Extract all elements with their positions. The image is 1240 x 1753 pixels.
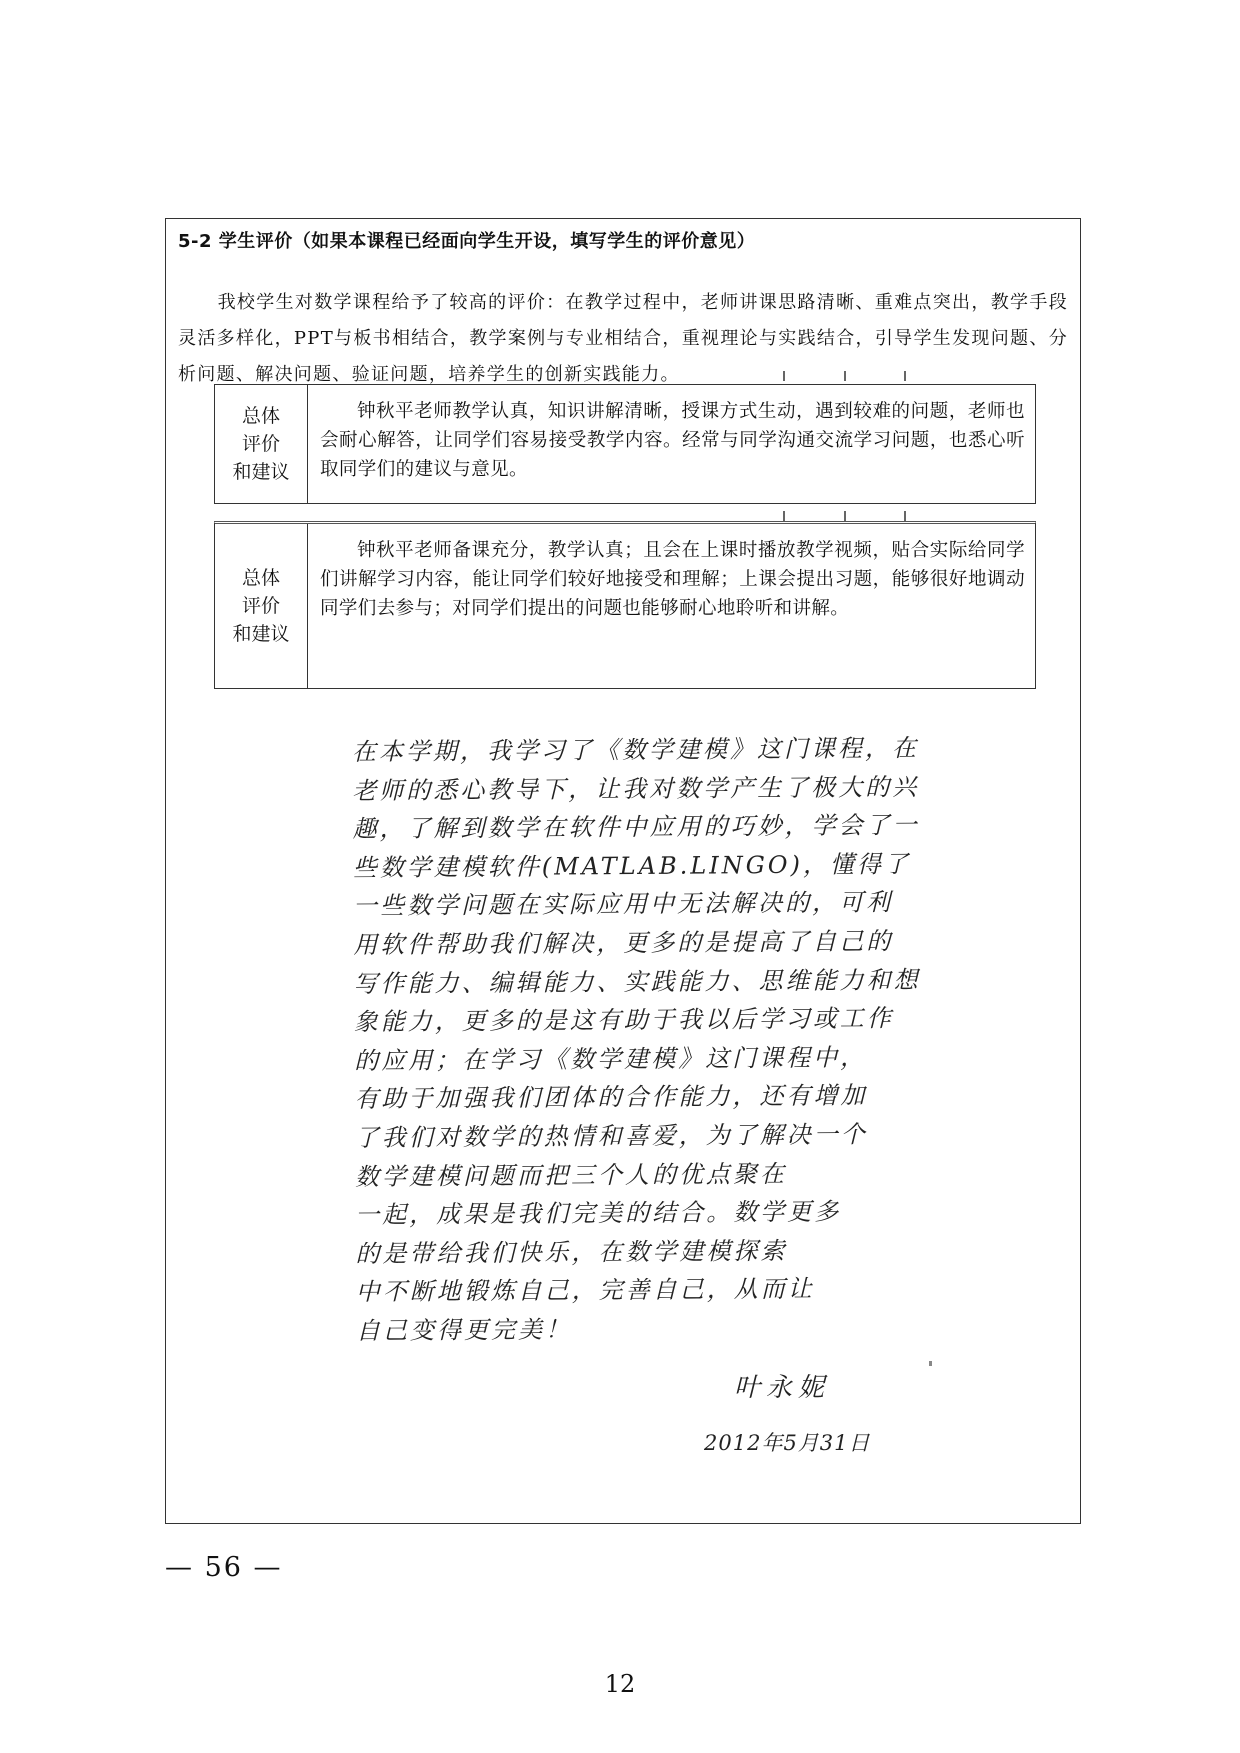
handwritten-line: 些数学建模软件(MATLAB.LINGO)，懂得了 xyxy=(352,849,912,882)
handwritten-line: 在本学期，我学习了《数学建模》这门课程，在 xyxy=(351,734,920,766)
handwritten-line: 了我们对数学的热情和喜爱，为了解决一个 xyxy=(354,1120,868,1152)
handwritten-line: 一起，成果是我们完美的结合。数学更多 xyxy=(355,1197,842,1230)
evaluation-text xyxy=(308,385,1035,503)
handwritten-line: 中不断地锻炼自己，完善自己，从而让 xyxy=(355,1275,815,1307)
scan-speck xyxy=(929,1361,932,1366)
handwritten-line: 一些数学问题在实际应用中无法解决的，可利 xyxy=(352,888,894,921)
evaluation-box-1 xyxy=(214,384,1036,504)
evaluation-label xyxy=(215,385,308,503)
label-line: 总体 xyxy=(241,405,280,427)
table-tick xyxy=(904,371,906,381)
handwritten-line: 数学建模问题而把三个人的优点聚在 xyxy=(354,1159,788,1191)
handwritten-line: 写作能力、编辑能力、实践能力、思维能力和想 xyxy=(353,965,921,998)
evaluation-text xyxy=(308,524,1035,688)
handwritten-line: 有助于加强我们团体的合作能力，还有增加 xyxy=(354,1081,868,1114)
label-line: 和建议 xyxy=(232,461,290,483)
table-tick xyxy=(783,511,785,521)
handwritten-feedback xyxy=(351,729,921,1350)
label-line: 和建议 xyxy=(232,623,290,645)
handwritten-line: 趣，了解到数学在软件中应用的巧妙，学会了一 xyxy=(352,811,920,844)
handwritten-line: 用软件帮助我们解决，更多的是提高了自己的 xyxy=(353,927,894,959)
table-tick xyxy=(844,371,846,381)
handwritten-line: 象能力，更多的是这有助于我以后学习或工作 xyxy=(353,1004,894,1037)
intro-paragraph xyxy=(178,285,1068,393)
evaluation-box-2 xyxy=(214,521,1036,689)
table-tick xyxy=(844,511,846,521)
handwritten-line: 的是带给我们快乐，在数学建模探索 xyxy=(355,1236,788,1268)
evaluation-label xyxy=(215,524,308,688)
page-number: 12 xyxy=(604,1670,636,1698)
label-line: 评价 xyxy=(241,433,280,455)
signature-date: 2012年5月31日 xyxy=(704,1431,871,1455)
evaluation-paragraph: 钟秋平老师备课充分，教学认真；且会在上课时播放教学视频，贴合实际给同学们讲解学习内容，能让同学们较好地接受和理解；上课会提出习题，能够很好地调动同学们去参与；对同学们提出的问题也能够耐心地聆听和讲解。 xyxy=(320,540,1025,619)
inner-page-number: — 56 — xyxy=(165,1552,283,1583)
table-tick xyxy=(904,511,906,521)
evaluation-paragraph: 钟秋平老师教学认真，知识讲解清晰，授课方式生动，遇到较难的问题，老师也会耐心解答，让同学们容易接受教学内容。经常与同学沟通交流学习问题，也悉心听取同学们的建议与意见。 xyxy=(320,401,1025,480)
section-title: 5-2 学生评价（如果本课程已经面向学生开设，填写学生的评价意见） xyxy=(178,231,756,252)
handwritten-line: 老师的悉心教导下，让我对数学产生了极大的兴 xyxy=(352,772,920,805)
handwritten-line: 的应用；在学习《数学建模》这门课程中， xyxy=(354,1043,868,1075)
signature: 叶永妮 xyxy=(734,1373,831,1403)
table-tick xyxy=(783,371,785,381)
intro-text: 我校学生对数学课程给予了较高的评价：在教学过程中，老师讲课思路清晰、重难点突出，教学手段灵活多样化，PPT与板书相结合，教学案例与专业相结合，重视理论与实践结合，引导学生发现问题、分析问题、解决问题、验证问题，培养学生的创新实践能力。 xyxy=(178,292,1068,385)
handwritten-line: 自己变得更完美！ xyxy=(355,1315,573,1345)
label-line: 评价 xyxy=(241,595,280,617)
evaluation-frame xyxy=(165,218,1081,1524)
label-line: 总体 xyxy=(241,567,280,589)
